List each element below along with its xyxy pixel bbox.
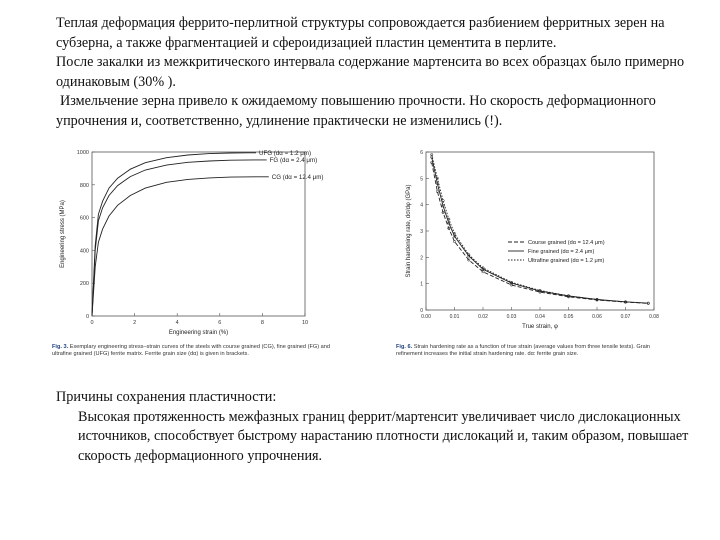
x-tick-label: 0.03	[506, 314, 517, 320]
x-tick-label: 8	[260, 320, 264, 326]
figure3-caption	[52, 344, 344, 358]
x-axis-label: True strain, φ	[522, 324, 558, 330]
legend-entry: Fine grained (dα = 2.4 μm)	[528, 249, 595, 255]
intro-paragraph-2: После закалки из межкритического интервала содержание мартенсита во всех образцах было примерно одинаковым (30% ).	[56, 54, 685, 90]
y-tick-label: 1000	[76, 150, 89, 156]
y-tick-label: 400	[79, 248, 89, 255]
x-tick-label: 0.00	[421, 314, 431, 320]
y-tick-label: 200	[79, 281, 89, 288]
intro-paragraph-3: Измельчение зерна привело к ожидаемому повышению прочности. Но скорость деформационного упрочнения и, соответственно, удлинение практически не изменились (!).	[56, 93, 656, 129]
x-tick-label: 2	[133, 320, 137, 326]
figure3-caption-label: Fig. 3.	[52, 344, 69, 350]
y-tick-label: 3	[420, 229, 423, 235]
y-tick-label: 800	[79, 182, 89, 189]
intro-text	[56, 14, 708, 131]
x-tick-label: 10	[301, 320, 309, 326]
figure6-caption-label: Fig. 6.	[396, 344, 413, 350]
y-tick-label: 5	[420, 176, 423, 183]
stress-strain-chart	[50, 146, 350, 374]
y-tick-label: 0	[420, 308, 423, 314]
series-label: UFG (dα = 1.2 μm)	[259, 149, 312, 157]
x-tick-label: 0.07	[620, 314, 631, 320]
plot-frame	[426, 152, 654, 310]
x-tick-label: 0.02	[478, 314, 488, 320]
x-tick-label: 0.01	[449, 314, 460, 320]
intro-paragraph-1: Теплая деформация феррито-перлитной структуры сопровождается разбиением ферритных зерен на субзерна, а также фрагментацией и сфероидизацией пластин цементита в перлите.	[56, 15, 665, 51]
x-tick-label: 4	[175, 320, 179, 326]
data-point	[482, 271, 484, 273]
series-line	[92, 177, 269, 316]
figure6-caption	[396, 344, 658, 358]
series-line	[92, 160, 267, 316]
series-label: CG (dα = 12.4 μm)	[271, 173, 324, 181]
y-axis-label: Engineering stress (MPa)	[60, 200, 66, 268]
figure6-caption-text: Strain hardening rate as a function of true strain (average values from three tensile tests). Grain refinement increases the initial strain hardening rate. dα: ferrite grain size.	[396, 344, 651, 358]
y-tick-label: 4	[420, 202, 423, 209]
y-tick-label: 1	[420, 281, 423, 288]
conclusion-heading: Причины сохранения пластичности:	[56, 389, 277, 405]
y-axis-label: Strain hardening rate, dσ/dφ (GPa)	[406, 184, 412, 278]
x-tick-label: 0.05	[563, 314, 574, 320]
y-tick-label: 0	[85, 314, 89, 320]
x-tick-label: 6	[218, 320, 222, 326]
y-tick-label: 600	[79, 215, 89, 222]
conclusion-text	[56, 388, 696, 466]
x-tick-label: 0.04	[535, 314, 545, 320]
legend-entry: Ultrafine grained (dα = 1.2 μm)	[528, 258, 605, 264]
x-tick-label: 0	[90, 320, 94, 326]
legend-entry: Course grained (dα = 12.4 μm)	[528, 240, 605, 246]
figure3-caption-text: Exemplary engineering stress–strain curves of the steels with course grained (CG), fine grained (FG) and ultrafine grained (UFG) ferrite matrix. Ferrite grain size (dα) is given in brackets.	[52, 344, 330, 358]
conclusion-body: Высокая протяженность межфазных границ феррит/мартенсит увеличивает число дислокационных источников, способствует быстрому нарастанию плотности дислокаций и, таким образом, повышает скорость деформационного упрочнения.	[78, 408, 689, 464]
x-axis-label: Engineering strain (%)	[168, 330, 229, 336]
strain-hardening-chart	[396, 146, 666, 376]
series-line	[432, 163, 649, 304]
series-line	[432, 155, 626, 303]
series-line	[432, 157, 649, 303]
series-label: FG (dα = 2.4 μm)	[269, 156, 318, 164]
y-tick-label: 2	[420, 255, 423, 262]
y-tick-label: 6	[420, 150, 423, 156]
x-tick-label: 0.06	[592, 314, 602, 320]
x-tick-label: 0.08	[649, 314, 659, 320]
